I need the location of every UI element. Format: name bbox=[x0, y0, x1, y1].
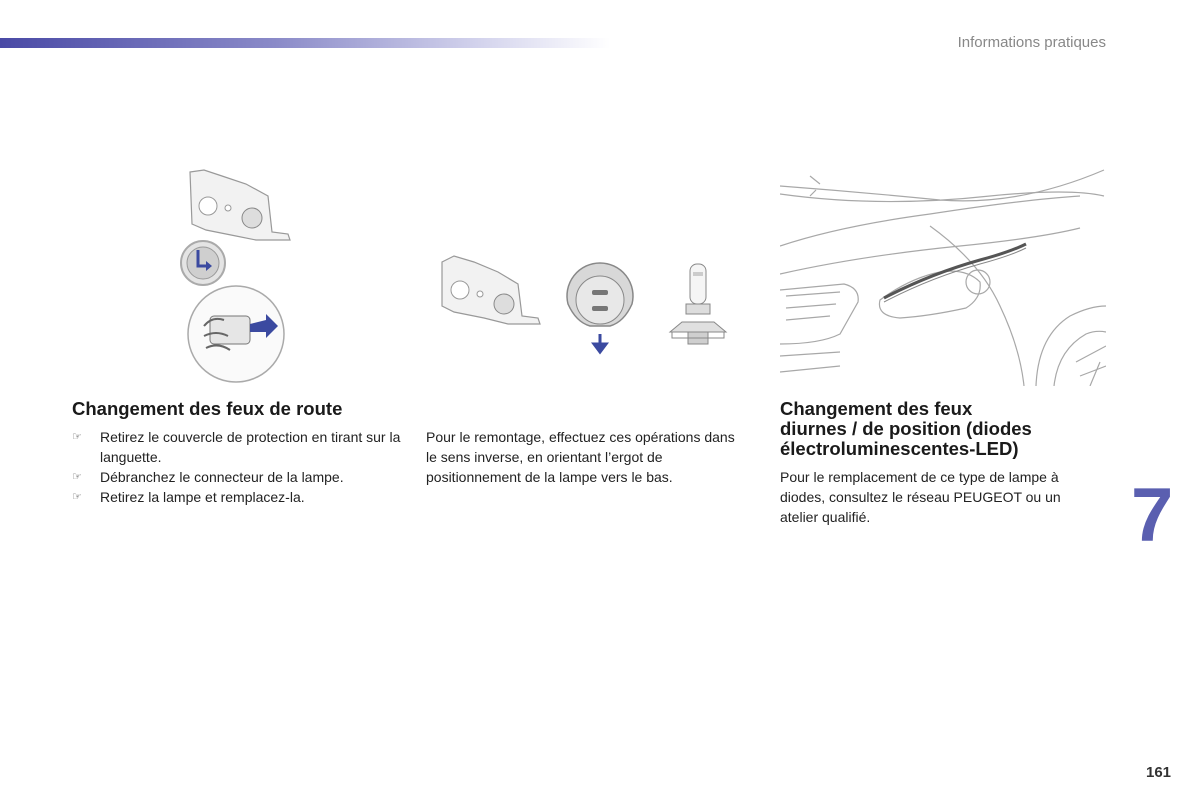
page-number: 161 bbox=[1146, 764, 1172, 781]
car-front-led-illustration bbox=[780, 166, 1106, 386]
header-gradient-bar bbox=[0, 38, 610, 48]
chapter-number: 7 bbox=[1131, 473, 1174, 558]
hand-pointer-icon: ☞ bbox=[72, 491, 82, 503]
led-lights-text: Pour le remplacement de ce type de lampe à diodes, consultez le réseau PEUGEOT ou un atelier qualifié. bbox=[780, 469, 1061, 525]
headlamp-cover-illustration bbox=[176, 166, 296, 386]
section-label: Informations pratiques bbox=[957, 34, 1106, 51]
reassembly-text: Pour le remontage, effectuez ces opérations dans le sens inverse, en orientant l’ergot de positionnement de la lampe vers le bas. bbox=[426, 429, 735, 485]
hand-pointer-icon: ☞ bbox=[72, 471, 82, 483]
bulb-orientation-illustration bbox=[434, 252, 744, 362]
led-lights-title: Changement des feux diurnes / de position (diodes électroluminescentes-LED) bbox=[780, 398, 1032, 459]
list-item: ☞ Débranchez le connecteur de la lampe. bbox=[72, 469, 344, 485]
high-beam-steps bbox=[72, 427, 402, 507]
high-beam-title: Changement des feux de route bbox=[72, 398, 343, 419]
list-item: ☞ Retirez la lampe et remplacez-la. bbox=[72, 489, 305, 505]
hand-pointer-icon: ☞ bbox=[72, 431, 82, 443]
list-item: ☞ Retirez le couvercle de protection en tirant sur la languette. bbox=[72, 429, 401, 465]
